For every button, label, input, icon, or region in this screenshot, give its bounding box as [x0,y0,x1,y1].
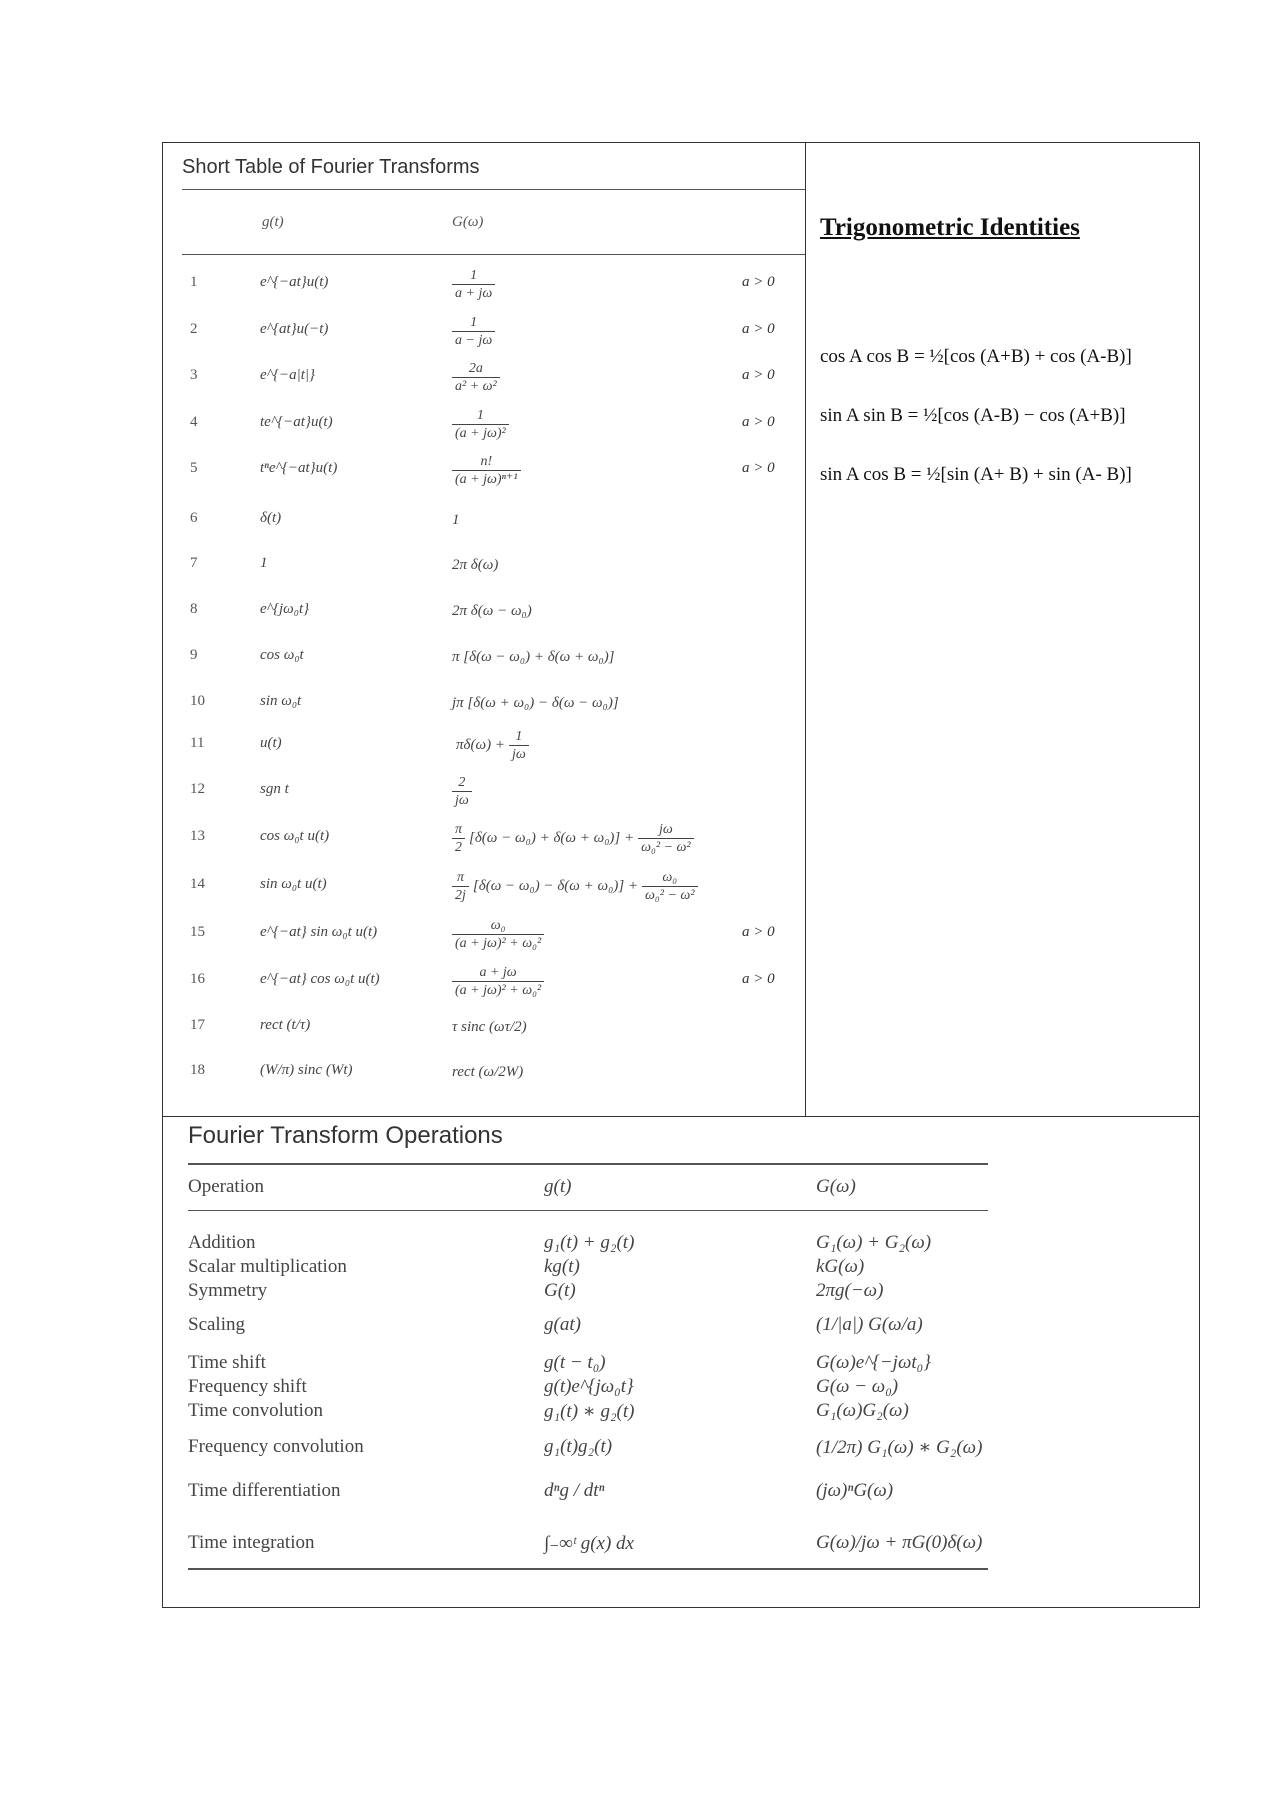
operation-frequency-domain: (jω)ⁿG(ω) [816,1480,894,1501]
ops-header-rule [188,1210,988,1211]
transform-fraction-denominator: (a + jω)² [452,424,509,442]
condition: a > 0 [742,367,775,383]
transform-prefactor [452,869,469,904]
row-number: 1 [190,274,198,290]
transform-expression [452,866,698,906]
row-number: 2 [190,321,198,337]
transform-fraction-denominator: a − jω [452,331,495,349]
trig-identity-2: sin A sin B = ½[cos (A-B) − cos (A+B)] [820,405,1126,426]
fourier-row [182,591,792,631]
row-number: 16 [190,971,205,987]
fourier-row [182,404,792,444]
transform-expression [452,725,529,765]
fourier-row [182,771,792,811]
operation-row [188,1352,988,1376]
condition: a > 0 [742,321,775,337]
operation-name: Scaling [188,1314,245,1335]
transform-fraction-numerator: a + jω [479,964,517,980]
operation-time-domain: g₁(t)g₂(t) [544,1436,613,1457]
trig-identity-1: cos A cos B = ½[cos (A+B) + cos (A-B)] [820,346,1132,367]
transform-text: rect (ω/2W) [452,1063,524,1080]
ops-header-G: G(ω) [816,1176,856,1197]
fourier-row [182,1052,792,1092]
operation-row [188,1256,988,1280]
operation-frequency-domain: 2πg(−ω) [816,1280,884,1301]
transform-fraction [642,869,697,904]
transform-expression [452,264,495,304]
operation-row [188,1376,988,1400]
time-function: δ(t) [260,510,282,526]
row-number: 11 [190,735,205,751]
fourier-row [182,545,792,585]
fourier-row [182,914,792,954]
operation-time-domain: g(at) [544,1314,581,1335]
column-header-g: g(t) [262,214,284,230]
transform-expression [452,311,495,351]
fourier-row [182,818,792,858]
transform-text: 1 [452,511,460,528]
fourier-row [182,637,792,677]
time-function: e^{−a|t|} [260,367,316,383]
column-header-G: G(ω) [452,214,484,230]
transform-expression [452,591,532,631]
trig-title: Trigonometric Identities [820,214,1080,241]
transform-text: π [δ(ω − ω₀) + δ(ω + ω₀)] [452,648,615,665]
row-number: 9 [190,647,198,663]
transform-fraction-numerator: 1 [476,407,484,423]
transform-fraction-numerator: n! [480,453,493,469]
row-number: 17 [190,1017,205,1033]
operation-name: Frequency convolution [188,1436,364,1457]
operation-name: Time integration [188,1532,315,1553]
time-function: e^{−at} cos ω₀t u(t) [260,971,380,987]
time-function: cos ω₀t [260,647,304,663]
transform-expression [452,914,544,954]
row-number: 14 [190,876,205,892]
ops-bottom-rule [188,1568,988,1570]
row-number: 5 [190,460,198,476]
operation-time-domain: g(t)e^{jω₀t} [544,1376,634,1397]
operation-row [188,1480,988,1504]
operation-row [188,1280,988,1304]
time-function: sin ω₀t [260,693,302,709]
transform-prefix: [δ(ω − ω₀) − δ(ω + ω₀)] + [472,877,639,894]
operation-time-domain: G(t) [544,1280,576,1301]
time-function: (W/π) sinc (Wt) [260,1062,353,1078]
row-number: 8 [190,601,198,617]
ops-header-operation: Operation [188,1176,264,1197]
row-number: 4 [190,414,198,430]
operation-frequency-domain: G(ω − ω₀) [816,1376,899,1397]
condition: a > 0 [742,971,775,987]
transform-fraction-denominator: a² + ω² [452,377,500,395]
time-function: e^{at}u(−t) [260,321,329,337]
fourier-row [182,311,792,351]
time-function: e^{jω₀t} [260,601,310,617]
operation-frequency-domain: G(ω)/jω + πG(0)δ(ω) [816,1532,983,1553]
ops-header-g: g(t) [544,1176,572,1197]
time-function: te^{−at}u(t) [260,414,333,430]
operation-time-domain: g(t − t₀) [544,1352,606,1373]
trig-identity-3: sin A cos B = ½[sin (A+ B) + sin (A- B)] [820,464,1132,485]
transform-text: τ sinc (ωτ/2) [452,1018,527,1035]
transform-fraction-numerator: 1 [515,728,523,744]
transform-text: jπ [δ(ω + ω₀) − δ(ω − ω₀)] [452,694,619,711]
transform-prefactor-denominator: 2 [452,838,465,856]
transform-fraction-denominator: ω₀² − ω² [642,886,697,904]
transform-expression [452,771,472,811]
transform-expression [452,683,619,723]
operations-title: Fourier Transform Operations [188,1122,503,1149]
transform-fraction-denominator: jω [509,745,529,763]
column-divider [805,142,806,1117]
transform-expression [452,545,498,585]
condition: a > 0 [742,460,775,476]
transform-fraction [452,964,544,999]
operation-time-domain: dⁿg / dtⁿ [544,1480,605,1501]
transform-prefix: [δ(ω − ω₀) + δ(ω + ω₀)] + [469,829,635,846]
transform-expression [452,1052,523,1092]
transform-text: 2π δ(ω) [452,556,499,573]
row-number: 10 [190,693,205,709]
row-number: 7 [190,555,198,571]
row-number: 3 [190,367,198,383]
transform-expression [452,961,544,1001]
time-function: 1 [260,555,268,571]
operation-name: Time shift [188,1352,266,1373]
operation-name: Time differentiation [188,1480,341,1501]
transform-fraction [452,917,544,952]
transform-fraction [452,267,495,302]
transform-fraction-denominator: (a + jω)² + ω₀² [452,934,544,952]
condition: a > 0 [742,924,775,940]
fourier-row [182,725,792,765]
transform-fraction-denominator: (a + jω)ⁿ⁺¹ [452,470,521,488]
row-number: 13 [190,828,205,844]
transform-prefactor-numerator: π [456,869,464,885]
transform-prefactor [452,821,465,856]
operation-time-domain: g₁(t) + g₂(t) [544,1232,635,1253]
transform-fraction-numerator: jω [658,821,673,837]
operation-row [188,1232,988,1256]
fourier-row [182,264,792,304]
transform-prefix: πδ(ω) + [456,736,505,753]
transform-prefactor-denominator: 2j [452,886,469,904]
time-function: cos ω₀t u(t) [260,828,330,844]
condition: a > 0 [742,414,775,430]
transform-expression [452,404,509,444]
operation-frequency-domain: G(ω)e^{−jωt₀} [816,1352,931,1373]
row-number: 12 [190,781,205,797]
title-rule [182,189,805,190]
transform-fraction [509,728,529,763]
operation-time-domain: g₁(t) ∗ g₂(t) [544,1401,635,1422]
transform-fraction-numerator: ω₀ [490,917,506,933]
transform-fraction [452,314,495,349]
operation-frequency-domain: (1/2π) G₁(ω) ∗ G₂(ω) [816,1437,983,1458]
fourier-row [182,500,792,540]
transform-prefactor-numerator: π [454,821,462,837]
operation-frequency-domain: (1/|a|) G(ω/a) [816,1314,923,1335]
operation-frequency-domain: G₁(ω)G₂(ω) [816,1400,909,1421]
fourier-row [182,866,792,906]
operation-time-domain: ∫₋∞ᵗ g(x) dx [544,1533,634,1554]
transform-fraction [452,453,521,488]
transform-fraction-numerator: 2a [468,360,483,376]
fourier-row [182,450,792,490]
transform-expression [452,450,521,490]
time-function: e^{−at} sin ω₀t u(t) [260,924,378,940]
operation-row [188,1314,988,1338]
transform-fraction-numerator: 1 [470,314,478,330]
time-function: sgn t [260,781,289,797]
operation-row [188,1400,988,1424]
operation-row [188,1532,988,1556]
transform-fraction-numerator: 1 [470,267,478,283]
row-number: 15 [190,924,205,940]
transform-fraction-numerator: 2 [458,774,466,790]
fourier-row [182,1007,792,1047]
operation-time-domain: kg(t) [544,1256,580,1277]
transform-fraction [452,407,509,442]
operation-name: Addition [188,1232,256,1253]
time-function: e^{−at}u(t) [260,274,329,290]
transform-fraction-numerator: ω₀ [662,869,678,885]
operation-name: Scalar multiplication [188,1256,347,1277]
ops-top-rule [188,1163,988,1165]
transform-expression [452,357,500,397]
time-function: rect (t/τ) [260,1017,311,1033]
transform-fraction-denominator: a + jω [452,284,495,302]
section-divider [162,1116,1200,1117]
operation-frequency-domain: kG(ω) [816,1256,865,1277]
transform-fraction [452,360,500,395]
header-rule [182,254,805,255]
transform-expression [452,818,694,858]
operation-name: Frequency shift [188,1376,307,1397]
transform-fraction [638,821,693,856]
fourier-row [182,961,792,1001]
row-number: 18 [190,1062,205,1078]
fourier-row [182,683,792,723]
transform-fraction-denominator: jω [452,791,472,809]
operation-row [188,1436,988,1460]
fourier-row [182,357,792,397]
operation-frequency-domain: G₁(ω) + G₂(ω) [816,1232,932,1253]
transform-text: 2π δ(ω − ω₀) [452,602,532,619]
transform-fraction [452,774,472,809]
time-function: tⁿe^{−at}u(t) [260,460,338,476]
transform-fraction-denominator: ω₀² − ω² [638,838,693,856]
time-function: u(t) [260,735,282,751]
time-function: sin ω₀t u(t) [260,876,327,892]
condition: a > 0 [742,274,775,290]
fourier-table-title: Short Table of Fourier Transforms [182,156,480,178]
operation-name: Time convolution [188,1400,323,1421]
transform-fraction-denominator: (a + jω)² + ω₀² [452,981,544,999]
transform-expression [452,500,460,540]
transform-expression [452,1007,527,1047]
operation-name: Symmetry [188,1280,268,1301]
transform-expression [452,637,615,677]
row-number: 6 [190,510,198,526]
